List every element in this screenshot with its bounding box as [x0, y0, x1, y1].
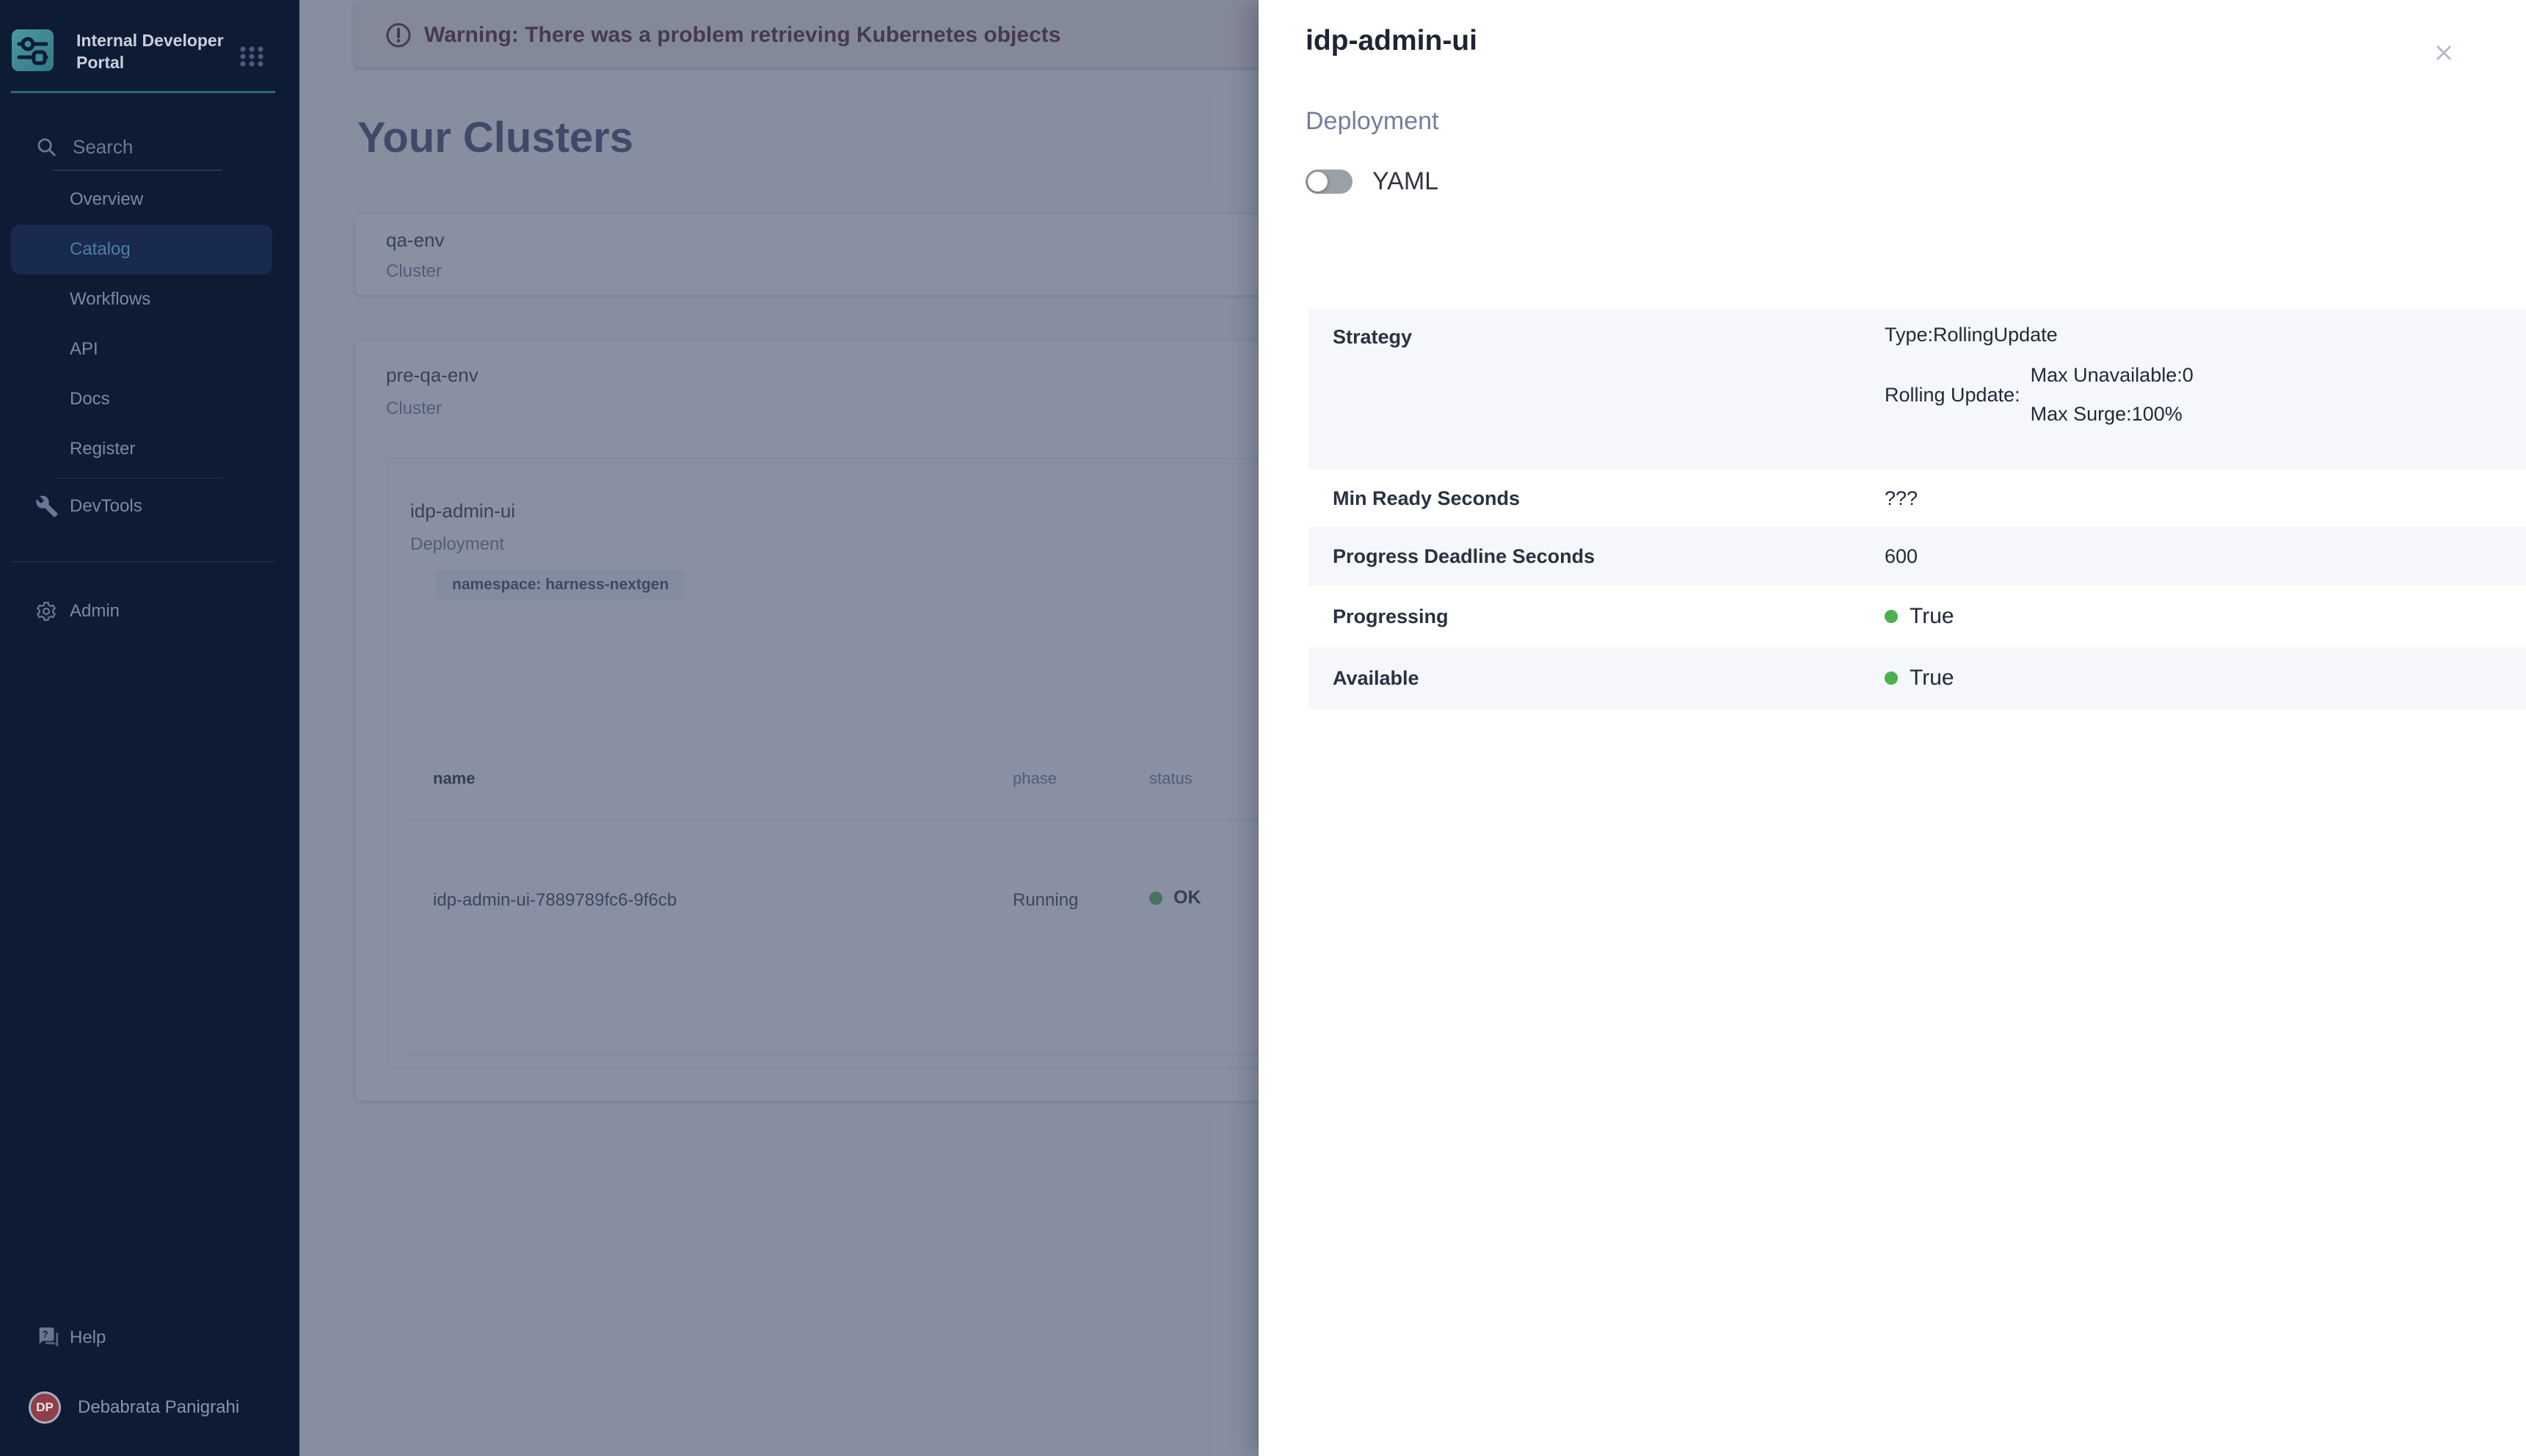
panel-subtitle: Deployment: [1306, 107, 1439, 135]
gear-icon: [35, 600, 57, 622]
nav-label: Help: [70, 1328, 106, 1347]
nav-label: DevTools: [70, 496, 142, 516]
row-progressing: [1309, 586, 2526, 647]
strategy-value: [1885, 308, 2194, 426]
nav-label: Admin: [70, 601, 120, 621]
max-unavailable: Max Unavailable:0: [2030, 364, 2194, 386]
row-label: Strategy: [1333, 326, 1413, 348]
nav-label: Catalog: [70, 239, 131, 259]
nav-label: Workflows: [70, 289, 151, 309]
nav-label: Overview: [70, 189, 144, 209]
close-icon: [2434, 43, 2454, 63]
status-true-dot: [1885, 671, 1898, 685]
sidebar-item-devtools[interactable]: [11, 481, 272, 531]
sidebar-nav: [11, 175, 272, 531]
svg-text:?: ?: [42, 1328, 48, 1340]
detail-rows: [1309, 308, 2526, 709]
sidebar-item-admin[interactable]: [11, 586, 272, 636]
row-label: Available: [1333, 666, 1419, 689]
logo-row[interactable]: [12, 29, 241, 73]
nav-label: Docs: [70, 389, 110, 409]
help-chat-icon: [35, 1325, 60, 1350]
sidebar-teal-divider: [11, 91, 275, 93]
portal-title: Internal Developer Portal: [76, 31, 224, 72]
row-min-ready-seconds: [1309, 470, 2526, 527]
row-value: ???: [1885, 487, 1918, 509]
row-available: [1309, 647, 2526, 709]
max-surge: Max Surge:100%: [2030, 403, 2183, 425]
row-value: 600: [1885, 545, 1918, 567]
sidebar: [0, 0, 299, 1456]
yaml-toggle-row: [1306, 167, 1438, 196]
user-name: Debabrata Panigrahi: [78, 1397, 240, 1417]
nav-section-divider: [11, 561, 275, 562]
search-placeholder: Search: [73, 135, 134, 158]
status-true-dot: [1885, 610, 1898, 623]
status-true-label: True: [1910, 666, 1954, 690]
sidebar-admin-section: [11, 586, 272, 636]
toggle-knob: [1308, 172, 1328, 192]
avatar: DP: [29, 1391, 61, 1424]
nav-label: API: [70, 339, 98, 359]
sidebar-search-input[interactable]: [35, 132, 241, 161]
status-true-label: True: [1910, 604, 1954, 628]
sidebar-item-workflows[interactable]: [11, 274, 272, 324]
panel-title: idp-admin-ui: [1306, 25, 1477, 57]
search-icon: [35, 136, 57, 158]
sidebar-item-catalog[interactable]: [11, 225, 272, 274]
sidebar-bottom: [11, 1313, 272, 1363]
row-label: Progress Deadline Seconds: [1333, 545, 1595, 567]
row-label: Progressing: [1333, 605, 1449, 627]
sidebar-item-register[interactable]: [11, 424, 272, 474]
rolling-update-label: Rolling Update:: [1885, 383, 2020, 406]
sidebar-item-help[interactable]: [11, 1313, 272, 1363]
apps-grid-icon[interactable]: [239, 44, 264, 69]
close-button[interactable]: [2429, 38, 2458, 68]
row-value: [1885, 666, 1954, 691]
sidebar-item-api[interactable]: [11, 324, 272, 374]
yaml-toggle-label: YAML: [1372, 167, 1439, 195]
idp-logo-icon: [12, 29, 54, 71]
nav-label: Register: [70, 439, 136, 459]
row-value: [1885, 604, 1954, 629]
deployment-detail-panel: [1259, 0, 2526, 1456]
wrench-icon: [35, 495, 59, 518]
sidebar-item-docs[interactable]: [11, 374, 272, 424]
sidebar-item-overview[interactable]: [11, 175, 272, 225]
strategy-type: Type:RollingUpdate: [1885, 324, 2058, 346]
row-strategy: [1309, 308, 2526, 470]
search-underline: [53, 170, 222, 171]
row-progress-deadline-seconds: [1309, 527, 2526, 586]
yaml-toggle[interactable]: [1306, 170, 1353, 194]
user-profile[interactable]: [29, 1391, 239, 1424]
row-label: Min Ready Seconds: [1333, 487, 1521, 509]
